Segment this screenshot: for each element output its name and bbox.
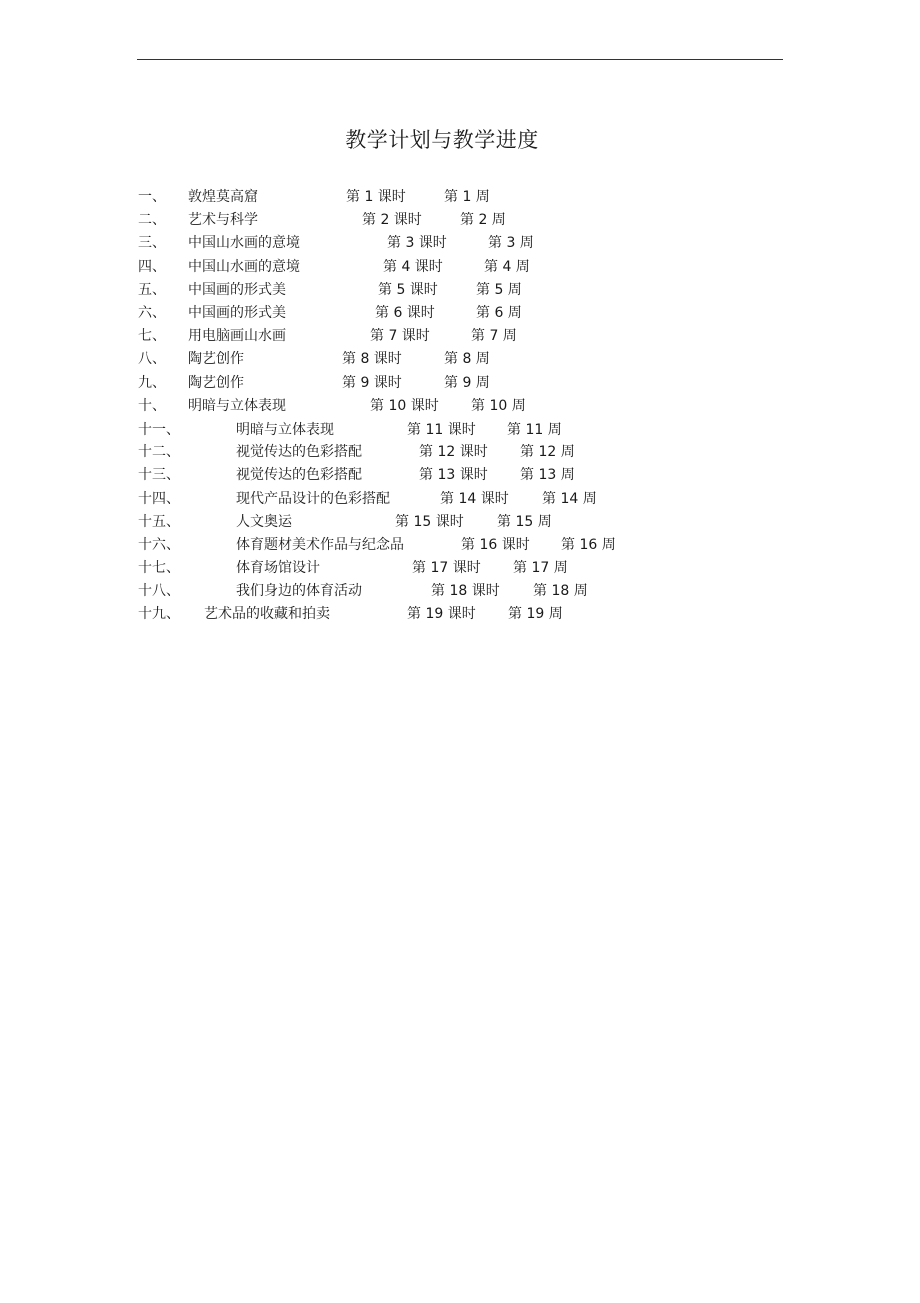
schedule-row [0, 233, 920, 253]
schedule-row [0, 349, 920, 369]
schedule-row [0, 303, 920, 323]
row-number: 十八、 [138, 583, 180, 599]
schedule-row [0, 465, 920, 485]
lesson-label: 第 7 课时 [370, 328, 430, 344]
schedule-row [0, 558, 920, 578]
lesson-label: 第 9 课时 [342, 375, 402, 391]
row-number: 二、 [138, 212, 166, 228]
schedule-row [0, 187, 920, 207]
lesson-label: 第 16 课时 [461, 537, 530, 553]
topic-title: 中国画的形式美 [188, 305, 286, 321]
schedule-row [0, 535, 920, 555]
row-number: 十九、 [138, 606, 180, 622]
lesson-label: 第 2 课时 [362, 212, 422, 228]
topic-title: 体育场馆设计 [236, 560, 320, 576]
lesson-label: 第 8 课时 [342, 351, 402, 367]
row-number: 八、 [138, 351, 166, 367]
schedule-row [0, 373, 920, 393]
lesson-label: 第 15 课时 [395, 514, 464, 530]
row-number: 十二、 [138, 444, 180, 460]
lesson-label: 第 10 课时 [370, 398, 439, 414]
topic-title: 体育题材美术作品与纪念品 [236, 537, 404, 553]
topic-title: 用电脑画山水画 [188, 328, 286, 344]
week-label: 第 3 周 [488, 235, 534, 251]
row-number: 一、 [138, 189, 166, 205]
week-label: 第 8 周 [444, 351, 490, 367]
week-label: 第 4 周 [484, 259, 530, 275]
topic-title: 视觉传达的色彩搭配 [236, 444, 362, 460]
week-label: 第 6 周 [476, 305, 522, 321]
schedule-row [0, 604, 920, 624]
row-number: 五、 [138, 282, 166, 298]
lesson-label: 第 12 课时 [419, 444, 488, 460]
week-label: 第 17 周 [513, 560, 568, 576]
schedule-row [0, 257, 920, 277]
topic-title: 中国山水画的意境 [188, 235, 300, 251]
topic-title: 明暗与立体表现 [188, 398, 286, 414]
lesson-label: 第 3 课时 [387, 235, 447, 251]
week-label: 第 19 周 [508, 606, 563, 622]
topic-title: 我们身边的体育活动 [236, 583, 362, 599]
topic-title: 陶艺创作 [188, 351, 244, 367]
row-number: 十六、 [138, 537, 180, 553]
row-number: 四、 [138, 259, 166, 275]
row-number: 十七、 [138, 560, 180, 576]
week-label: 第 15 周 [497, 514, 552, 530]
row-number: 三、 [138, 235, 166, 251]
schedule-row [0, 442, 920, 462]
topic-title: 敦煌莫高窟 [188, 189, 258, 205]
row-number: 十、 [138, 398, 166, 414]
topic-title: 艺术品的收藏和拍卖 [204, 606, 330, 622]
schedule-row [0, 512, 920, 532]
schedule-row [0, 280, 920, 300]
lesson-label: 第 19 课时 [407, 606, 476, 622]
row-number: 九、 [138, 375, 166, 391]
row-number: 十四、 [138, 491, 180, 507]
week-label: 第 10 周 [471, 398, 526, 414]
week-label: 第 7 周 [471, 328, 517, 344]
week-label: 第 1 周 [444, 189, 490, 205]
lesson-label: 第 4 课时 [383, 259, 443, 275]
week-label: 第 18 周 [533, 583, 588, 599]
topic-title: 视觉传达的色彩搭配 [236, 467, 362, 483]
lesson-label: 第 18 课时 [431, 583, 500, 599]
week-label: 第 13 周 [520, 467, 575, 483]
document-title: 教学计划与教学进度 [345, 128, 539, 152]
week-label: 第 16 周 [561, 537, 616, 553]
schedule-row [0, 581, 920, 601]
week-label: 第 2 周 [460, 212, 506, 228]
topic-title: 艺术与科学 [188, 212, 258, 228]
lesson-label: 第 1 课时 [346, 189, 406, 205]
row-number: 六、 [138, 305, 166, 321]
topic-title: 现代产品设计的色彩搭配 [236, 491, 390, 507]
lesson-label: 第 13 课时 [419, 467, 488, 483]
topic-title: 陶艺创作 [188, 375, 244, 391]
lesson-label: 第 6 课时 [375, 305, 435, 321]
lesson-label: 第 14 课时 [440, 491, 509, 507]
lesson-label: 第 17 课时 [412, 560, 481, 576]
schedule-row [0, 326, 920, 346]
week-label: 第 12 周 [520, 444, 575, 460]
lesson-label: 第 5 课时 [378, 282, 438, 298]
topic-title: 明暗与立体表现 [236, 422, 334, 438]
schedule-row [0, 396, 920, 416]
row-number: 十一、 [138, 422, 180, 438]
schedule-row [0, 210, 920, 230]
week-label: 第 14 周 [542, 491, 597, 507]
row-number: 十五、 [138, 514, 180, 530]
schedule-row [0, 489, 920, 509]
row-number: 七、 [138, 328, 166, 344]
lesson-label: 第 11 课时 [407, 422, 476, 438]
schedule-row [0, 420, 920, 440]
row-number: 十三、 [138, 467, 180, 483]
topic-title: 人文奥运 [236, 514, 292, 530]
week-label: 第 11 周 [507, 422, 562, 438]
topic-title: 中国画的形式美 [188, 282, 286, 298]
topic-title: 中国山水画的意境 [188, 259, 300, 275]
week-label: 第 5 周 [476, 282, 522, 298]
week-label: 第 9 周 [444, 375, 490, 391]
